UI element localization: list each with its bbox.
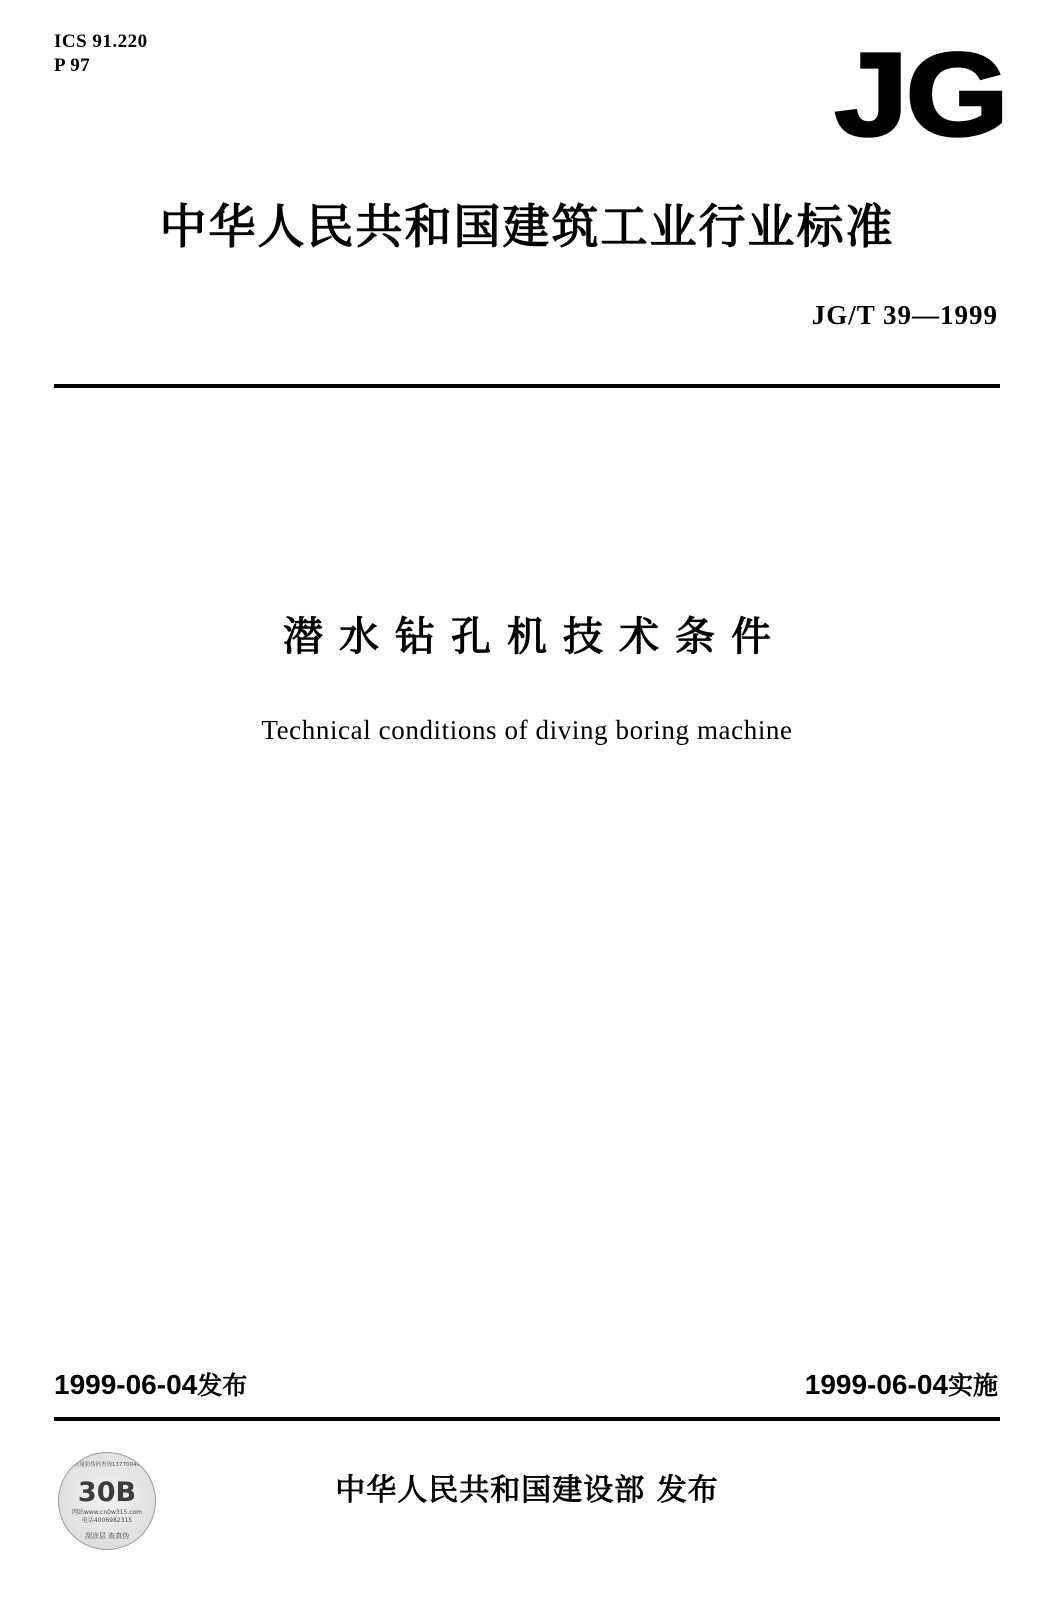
seal-line-3: 刮涂层 查真伪 [84,1532,130,1540]
classification-codes [54,30,148,78]
header-divider [54,384,1000,388]
jg-logo: JG [834,29,1006,161]
publisher-line: 中华人民共和国建设部 发布 [335,1473,719,1508]
seal-arc-text: 中国质量防伪码查询13770040315 [63,1462,151,1468]
document-title-en: Technical conditions of diving boring machine [261,715,793,745]
issue-date-block [54,1366,247,1402]
document-title-cn: 潜水钻孔机技术条件 [283,614,787,660]
anti-counterfeit-seal-icon [58,1452,156,1550]
issuing-body-title: 中华人民共和国建筑工业行业标准 [159,200,895,255]
standard-number: JG/T 39—1999 [811,300,998,330]
implementation-label: 实施 [947,1371,998,1400]
seal-mark: 30B [77,1477,137,1508]
ics-code: ICS 91.220 [54,31,148,52]
class-code: P 97 [54,54,91,76]
issue-label: 发布 [197,1371,248,1400]
issue-date: 1999-06-04 [54,1369,198,1400]
seal-line-2: 电话4006982315 [81,1517,133,1524]
seal-line-1: 网站www.cn0w315.com [71,1509,143,1516]
footer-divider [54,1417,1000,1421]
implementation-date-block [805,1366,998,1402]
implementation-date: 1999-06-04 [804,1369,948,1400]
